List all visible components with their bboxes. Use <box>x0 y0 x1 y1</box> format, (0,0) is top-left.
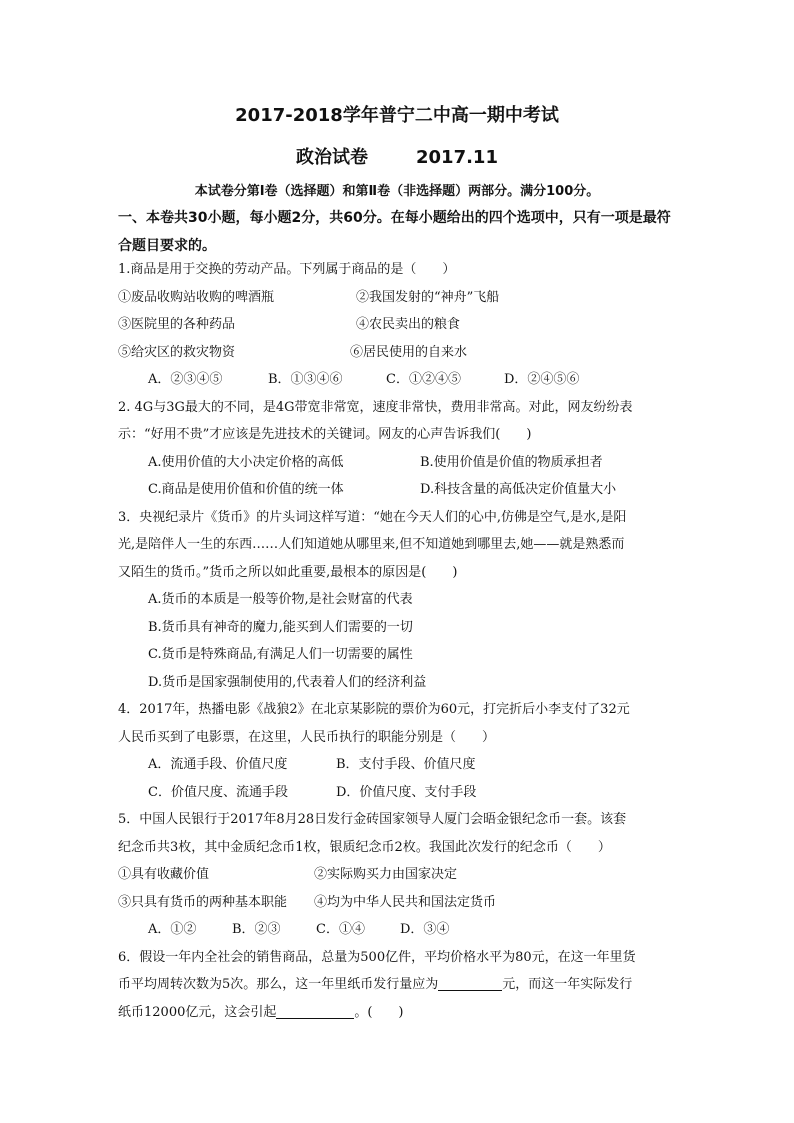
question-2-stem: 2. 4G与3G最大的不同，是4G带宽非常宽，速度非常快，费用非常高。对此，网友纷纷表 <box>118 399 633 415</box>
q5-item-2: ②实际购买力由国家决定 <box>314 867 458 882</box>
question-4-options-row <box>118 779 684 807</box>
q3-option-d: D.货币是国家强制使用的,代表着人们的经济利益 <box>148 674 427 690</box>
subject-label: 政治试卷 <box>296 147 368 168</box>
q2-option-a: A.使用价值的大小决定价格的高低 <box>148 454 344 470</box>
q1-option-a: A．②③④⑤ <box>148 372 223 387</box>
question-1-items-row <box>118 311 684 339</box>
question-2-options-row <box>118 476 684 504</box>
q1-option-c: C．①②④⑤ <box>386 372 461 387</box>
q1-item-3: ③医院里的各种药品 <box>118 317 236 332</box>
q5-option-a: A．①② <box>148 922 197 937</box>
question-4-options-row <box>118 751 684 779</box>
question-5-items-row <box>118 889 684 917</box>
question-1-items-row <box>118 284 684 312</box>
q6-text: 币平均周转次数为5次。那么，这一年里纸币发行量应为 <box>118 977 439 992</box>
q1-option-b: B．①③④⑥ <box>268 372 343 387</box>
exam-intro: 本试卷分第Ⅰ卷（选择题）和第Ⅱ卷（非选择题）两部分。满分100分。 <box>194 184 600 199</box>
q5-option-b: B．②③ <box>232 922 281 937</box>
question-5-stem-cont: 纪念币共3枚，其中金质纪念币1枚，银质纪念币2枚。我国此次发行的纪念币（ ） <box>118 839 611 855</box>
q4-option-b: B．支付手段、价值尺度 <box>336 757 476 772</box>
q6-text: 。( ) <box>354 1004 404 1020</box>
q6-text: 纸币12000亿元，这会引起 <box>118 1004 277 1020</box>
question-4-stem-cont: 人民币买到了电影票，在这里，人民币执行的职能分别是（ ） <box>118 729 496 745</box>
question-6-stem-cont <box>118 971 684 999</box>
question-3-stem: 3．央视纪录片《货币》的片头词这样写道：“她在今天人们的心中,仿佛是空气,是水,是阳 <box>118 509 627 525</box>
question-3-stem-cont: 光,是陪伴人一生的东西……人们知道她从哪里来,但不知道她到哪里去,她——就是熟悉而 <box>118 537 625 552</box>
q3-option-c: C.货币是特殊商品,有满足人们一切需要的属性 <box>148 647 413 662</box>
q1-item-1: ①废品收购站收购的啤酒瓶 <box>118 289 275 305</box>
q5-item-4: ④均为中华人民共和国法定货币 <box>314 894 497 910</box>
question-4-stem: 4．2017年，热播电影《战狼2》在北京某影院的票价为60元，打完折后小李支付了32元 <box>118 702 630 717</box>
exam-date: 2017.11 <box>416 147 498 168</box>
question-5-stem: 5．中国人民银行于2017年8月28日发行金砖国家领导人厦门会晤金银纪念币一套。该套 <box>118 812 627 827</box>
question-5-options <box>118 916 684 944</box>
exam-subtitle <box>0 143 794 169</box>
section-heading: 一、本卷共30小题，每小题2分，共60分。在每小题给出的四个选项中，只有一项是最符合题目要求的。 <box>118 210 671 254</box>
q4-option-c: C．价值尺度、流通手段 <box>148 784 288 800</box>
q6-text: 元，而这一年实际发行 <box>502 977 633 992</box>
q4-option-a: A．流通手段、价值尺度 <box>148 757 288 772</box>
q4-option-d: D．价值尺度、支付手段 <box>336 784 477 800</box>
q2-option-b: B.使用价值是价值的物质承担者 <box>420 454 603 470</box>
answer-blank-2 <box>276 1003 354 1019</box>
q1-item-4: ④农民卖出的粮食 <box>356 317 461 332</box>
answer-blank-1 <box>438 975 502 991</box>
exam-title: 2017-2018学年普宁二中高一期中考试 <box>235 105 559 126</box>
question-6-stem: 6．假设一年内全社会的销售商品，总量为500亿件，平均价格水平为80元，在这一年里货 <box>118 949 636 965</box>
q3-option-b: B.货币具有神奇的魔力,能买到人们需要的一切 <box>148 619 413 635</box>
question-1-stem: 1.商品是用于交换的劳动产品。下列属于商品的是（ ） <box>118 262 456 277</box>
question-2-stem-cont: 示：“好用不贵”才应该是先进技术的关键词。网友的心声告诉我们( ) <box>118 427 532 442</box>
q1-item-6: ⑥居民使用的自来水 <box>350 344 468 360</box>
q5-item-3: ③只具有货币的两种基本职能 <box>118 894 288 910</box>
question-6-stem-cont <box>118 999 684 1027</box>
questions <box>118 256 684 1026</box>
q5-option-d: D．③④ <box>400 922 450 937</box>
question-3-stem-cont: 又陌生的货币。”货币之所以如此重要,最根本的原因是( ) <box>118 564 458 580</box>
q1-item-2: ②我国发射的“神舟”飞船 <box>356 289 500 305</box>
q3-option-a: A.货币的本质是一般等价物,是社会财富的代表 <box>148 592 413 607</box>
q1-option-d: D．②④⑤⑥ <box>504 372 580 387</box>
q2-option-c: C.商品是使用价值和价值的统一体 <box>148 482 344 497</box>
question-2-options-row <box>118 449 684 477</box>
q2-option-d: D.科技含量的高低决定价值量大小 <box>420 482 617 497</box>
q5-option-c: C．①④ <box>316 922 365 937</box>
q5-item-1: ①具有收藏价值 <box>118 867 210 882</box>
q1-item-5: ⑤给灾区的救灾物资 <box>118 344 236 360</box>
question-5-items-row <box>118 861 684 889</box>
question-1-options <box>118 366 684 394</box>
question-1-items-row <box>118 339 684 367</box>
